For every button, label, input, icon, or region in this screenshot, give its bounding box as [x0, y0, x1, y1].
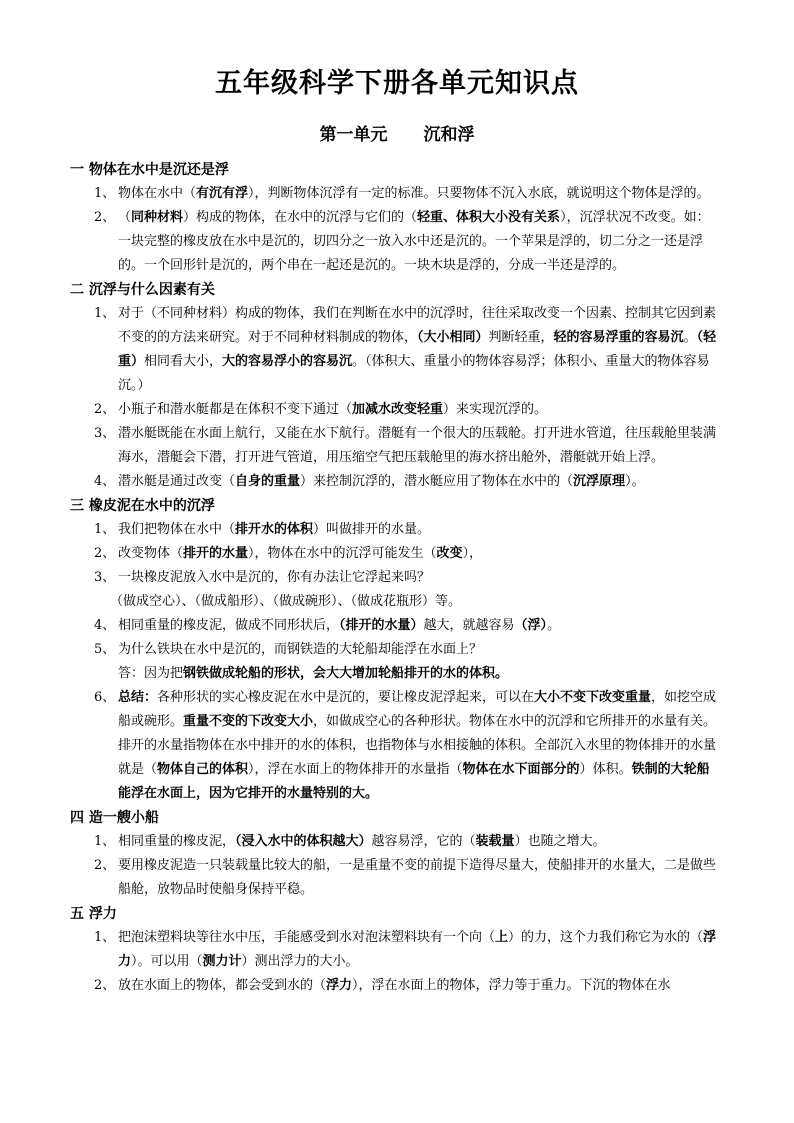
list-item — [70, 422, 722, 470]
item-text: ）也随之增大。 — [514, 834, 606, 849]
item-text: 潜水艇是通过改变（ — [118, 474, 236, 489]
emphasis-text: 铁制的大轮船能浮在水面上，因为它排开的水量特别的大。 — [118, 762, 710, 801]
item-text: 放在水面上的物体，都会受到水的（ — [118, 978, 327, 993]
item-text: ）的力，这个力我们称它为水的（ — [508, 930, 704, 945]
item-text: 相同重量的橡皮泥，做成不同形状后， — [118, 618, 340, 633]
item-number: 2、 — [94, 978, 116, 993]
item-text: 。（体积大、重量小的物体容易浮；体积小、重量大的物体容易沉。） — [118, 354, 710, 393]
item-text: ）。 — [625, 474, 645, 489]
list-item — [70, 614, 722, 638]
item-text: ，如挖空成船或碗形。 — [118, 690, 717, 729]
item-text: ），物体在水中的沉浮可能发生（ — [248, 546, 437, 561]
item-text: 小瓶子和潜水艇都是在体积不变下通过（ — [118, 402, 353, 417]
emphasis-text: 排开水的体积 — [235, 522, 314, 537]
item-number: 1、 — [94, 306, 116, 321]
item-text: ），浮在水面上的物体排开的水量指（ — [248, 762, 463, 777]
item-number: 2、 — [94, 402, 116, 417]
emphasis-text: 改变 — [436, 546, 463, 561]
list-item — [70, 926, 722, 974]
list-item — [70, 686, 722, 806]
emphasis-text: 同种材料 — [131, 210, 184, 225]
item-text: 相同看大小， — [144, 354, 223, 369]
emphasis-text: 物体在水下面部分的 — [462, 762, 580, 777]
list-item — [70, 830, 722, 854]
section-heading: 三 橡皮泥在水中的沉浮 — [70, 498, 215, 514]
item-text: 。 — [683, 330, 697, 345]
emphasis-text: 有沉有浮 — [196, 186, 249, 201]
item-text: 越容易浮，它的（ — [371, 834, 476, 849]
item-number: 3、 — [94, 570, 116, 585]
unit-heading — [0, 122, 794, 148]
item-text: 改变物体（ — [118, 546, 184, 561]
emphasis-text: （浸入水中的体积越大） — [235, 834, 372, 849]
answer-label: 答：因为把 — [118, 666, 184, 681]
item-number: 3、 — [94, 426, 116, 441]
item-text: 一块橡皮泥放入水中是沉的，你有办法让它浮起来吗？ — [118, 570, 431, 585]
emphasis-text: （排开的水量） — [339, 618, 424, 633]
item-number: 2、 — [94, 858, 116, 873]
unit-name: 第一单元 — [319, 125, 388, 145]
section-heading: 四 造一艘小船 — [70, 810, 159, 826]
item-text: 相同重量的橡皮泥， — [118, 834, 236, 849]
list-item — [70, 542, 722, 566]
emphasis-text: （大小相同） — [417, 330, 489, 345]
list-item — [70, 638, 722, 662]
emphasis-text: 重量不变的下改变大小 — [183, 714, 314, 729]
list-item — [70, 302, 722, 398]
item-text: ）来实现沉浮的。 — [443, 402, 548, 417]
item-text: 潜水艇既能在水面上航行，又能在水下航行。潜艇有一个很大的压载舱。打开进水管道，往压载舱里装满海水，潜艇会下潜，打开进气管道，用压缩空气把压载舱里的海水挤出舱外，潜艇就开始上浮。 — [118, 426, 717, 465]
emphasis-text: 浮力 — [118, 930, 717, 969]
item-text: （ — [118, 210, 132, 225]
emphasis-text: 自身的重量 — [235, 474, 301, 489]
item-number: 4、 — [94, 474, 116, 489]
emphasis-text: 上 — [495, 930, 509, 945]
emphasis-text: 装载量 — [475, 834, 515, 849]
item-sub-line: （做成空心）、（做成船形）、（做成碗形）、（做成花瓶形）等。 — [110, 594, 462, 609]
item-text: 越大，就越容易 — [423, 618, 515, 633]
item-number: 1、 — [94, 186, 116, 201]
emphasis-text: （轻重） — [118, 330, 717, 369]
emphasis-text: 总结： — [118, 690, 158, 705]
emphasis-text: 大的容易浮小的容易沉 — [222, 354, 353, 369]
item-text: ）， — [462, 546, 483, 561]
item-number: 1、 — [94, 834, 116, 849]
section-heading: 一 物体在水中是沉还是浮 — [70, 162, 229, 178]
item-number: 4、 — [94, 618, 116, 633]
list-item — [70, 206, 722, 278]
item-number: 6、 — [94, 690, 116, 705]
answer-emphasis: 钢铁做成轮船的形状，会大大增加轮船排开的水的体积。 — [183, 666, 509, 681]
emphasis-text: （浮） — [514, 618, 548, 633]
item-number: 1、 — [94, 522, 116, 537]
item-text: 。 — [547, 618, 561, 633]
emphasis-text: 加减水改变轻重 — [352, 402, 444, 417]
item-text: ）测出浮力的大小。 — [241, 954, 359, 969]
emphasis-text: 轻重、体积大小没有关系 — [417, 210, 561, 225]
item-text: ），沉浮状况不改变。如：一块完整的橡皮放在水中是沉的，切四分之一放入水中还是沉的。一个苹果是浮的，切二分之一还是浮的。一个回形针是沉的，两个串在一起还是沉的。一块木块是浮的，分成一半还是浮的。 — [118, 210, 710, 273]
document-title: 五年级科学下册各单元知识点 — [215, 68, 579, 99]
list-item — [70, 182, 722, 206]
item-number: 2、 — [94, 210, 116, 225]
item-text: 把泡沫塑料块等往水中压，手能感受到水对泡沫塑料块有一个向（ — [118, 930, 496, 945]
emphasis-text: 大小不变下改变重量 — [534, 690, 652, 705]
item-number: 5、 — [94, 642, 116, 657]
item-text: ，如做成空心的各种形状。物体在水中的沉浮和它所排开的水量有关。排开的水量指物体在水中排开的水的体积，也指物体与水相接触的体积。全部沉入水里的物体排开的水量就是（ — [118, 714, 717, 777]
emphasis-text: 轻的容易浮重的容易沉 — [553, 330, 684, 345]
list-item — [70, 566, 722, 590]
item-number: 1、 — [94, 930, 116, 945]
item-text: 对于（不同种材料）构成的物体，我们在判断在水中的沉浮时，往往采取改变一个因素、控制其它因到素不变的的方法来研究。对于不同种材料制成的物体， — [118, 306, 717, 345]
item-text: 为什么铁块在水中是沉的，而钢铁造的大轮船却能浮在水面上？ — [118, 642, 483, 657]
item-text: ）。可以用（ — [131, 954, 203, 969]
section-heading: 五 浮力 — [70, 906, 117, 922]
item-text: ）体积。 — [579, 762, 632, 777]
unit-topic: 沉和浮 — [423, 125, 475, 145]
list-item — [70, 854, 722, 902]
list-item — [70, 518, 722, 542]
emphasis-text: 排开的水量 — [183, 546, 249, 561]
list-item — [70, 974, 722, 998]
list-item — [70, 470, 722, 494]
emphasis-text: 浮力 — [326, 978, 353, 993]
item-text: 各种形状的实心橡皮泥在水中是沉的，要让橡皮泥浮起来，可以在 — [157, 690, 535, 705]
item-text: ），浮在水面上的物体，浮力等于重力。下沉的物体在水 — [352, 978, 671, 993]
item-text: 物体在水中（ — [118, 186, 197, 201]
emphasis-text: 沉浮原理 — [573, 474, 626, 489]
item-text: ），判断物体沉浮有一定的标准。只要物体不沉入水底，就说明这个物体是浮的。 — [248, 186, 710, 201]
emphasis-text: 测力计 — [202, 954, 242, 969]
item-text: 我们把物体在水中（ — [118, 522, 236, 537]
emphasis-text: 物体自己的体积 — [157, 762, 249, 777]
section-heading: 二 沉浮与什么因素有关 — [70, 282, 215, 298]
item-text: ）来控制沉浮的，潜水艇应用了物体在水中的（ — [300, 474, 574, 489]
list-item — [70, 398, 722, 422]
item-number: 2、 — [94, 546, 116, 561]
answer-line — [70, 662, 722, 686]
item-text: 判断轻重， — [488, 330, 554, 345]
item-text: ）构成的物体，在水中的沉浮与它们的（ — [183, 210, 418, 225]
item-text: ）叫做排开的水量。 — [313, 522, 431, 537]
document-body — [70, 158, 722, 998]
item-text: 要用橡皮泥造一只装载量比较大的船，一是重量不变的前提下造得尽量大，使船排开的水量大，二是做些船舱，放物品时使船身保持平稳。 — [118, 858, 717, 897]
